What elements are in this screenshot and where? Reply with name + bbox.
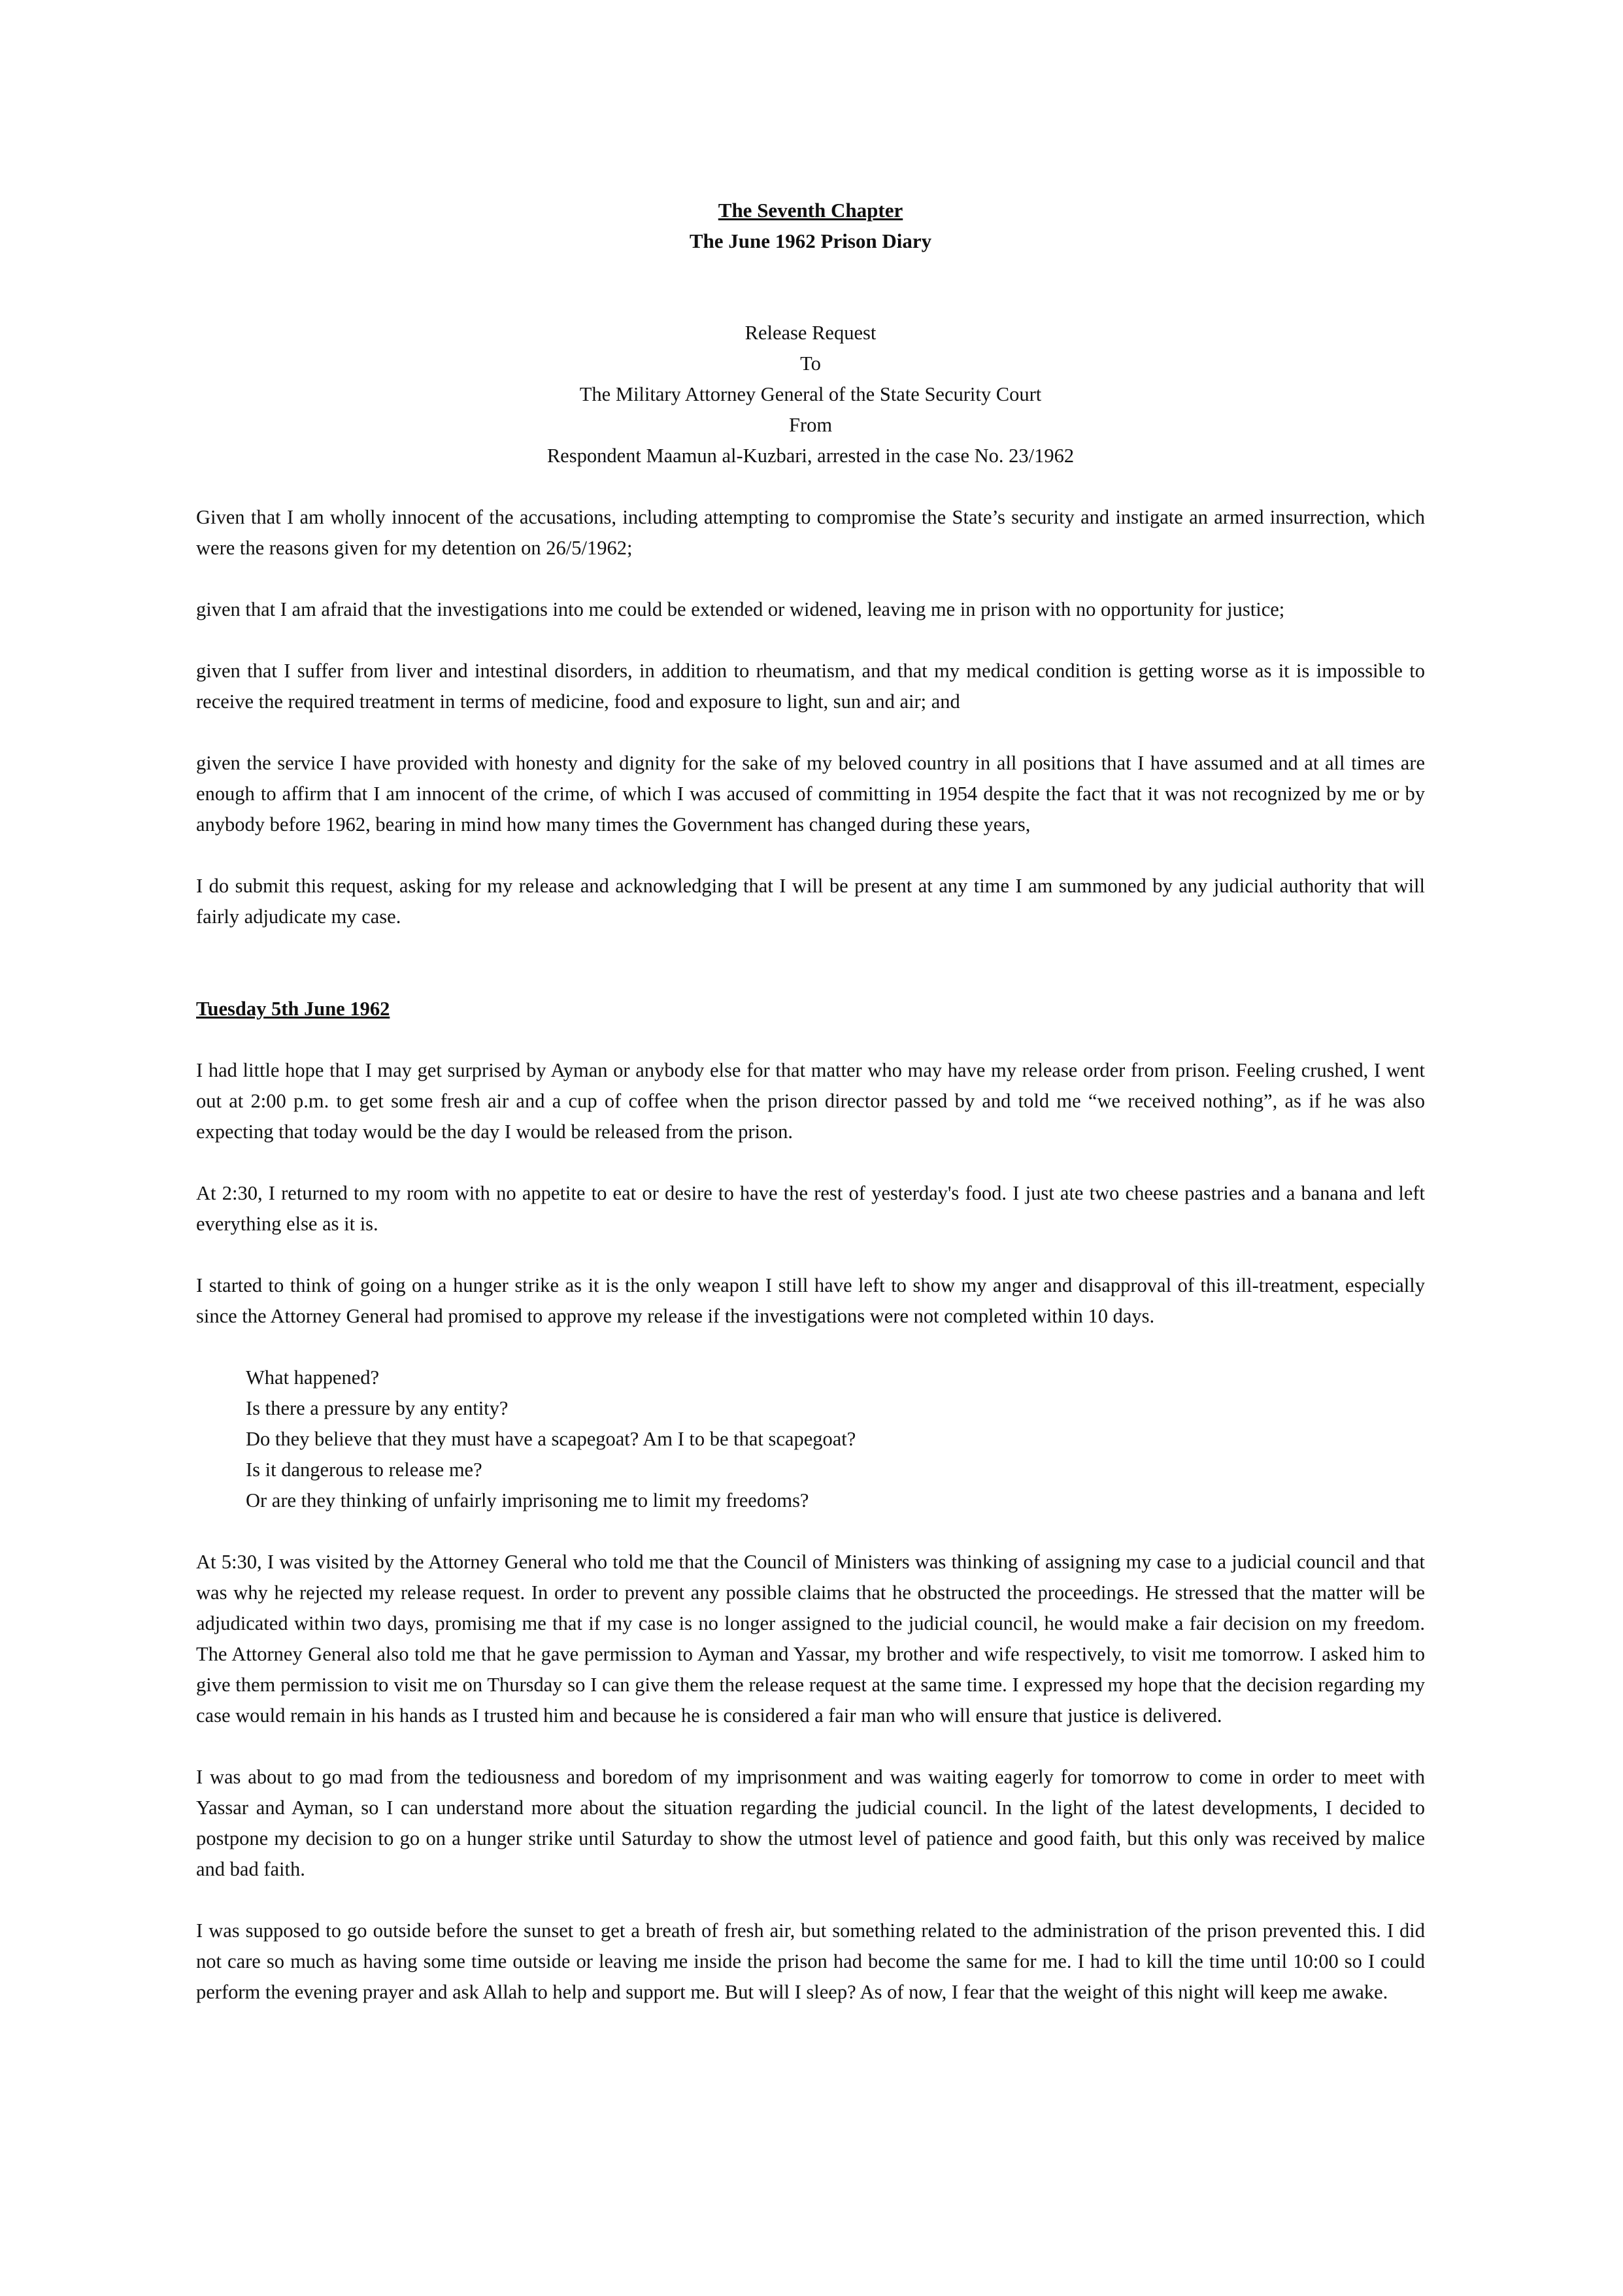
request-title: Release Request (745, 322, 877, 344)
request-sender: Respondent Maamun al-Kuzbari, arrested in the case No. 23/1962 (546, 445, 1075, 467)
question-item: Or are they thinking of unfairly imprisoning me to limit my freedoms? (246, 1489, 809, 1511)
question-item: Is it dangerous to release me? (246, 1459, 482, 1481)
diary-paragraph: At 2:30, I returned to my room with no appetite to eat or desire to have the rest of yesterday's food. I just ate two cheese pastries and a banana and left everything else as it is. (196, 1182, 1425, 1235)
question-list (246, 1362, 1425, 1516)
chapter-title: The Seventh Chapter (718, 199, 903, 222)
question-item: Is there a pressure by any entity? (246, 1397, 509, 1419)
diary-paragraph: I had little hope that I may get surprised by Ayman or anybody else for that matter who may have my release order from prison. Feeling crushed, I went out at 2:00 p.m. to get some fresh air and a cup of coffee when the prison director passed by and told me “we received nothing”, as if he was also expecting that today would be the day I would be released from the prison. (196, 1059, 1425, 1143)
request-recipient: The Military Attorney General of the State Security Court (579, 383, 1042, 405)
request-paragraph: Given that I am wholly innocent of the accusations, including attempting to compromise the State’s security and instigate an armed insurrection, which were the reasons given for my detention on 26/5/1962; (196, 506, 1425, 559)
document-page (196, 195, 1425, 2008)
diary-paragraph: At 5:30, I was visited by the Attorney General who told me that the Council of Ministers was thinking of assigning my case to a judicial council and that was why he rejected my release request. In order to prevent any possible claims that he obstructed the proceedings. He stressed that the matter will be adjudicated within two days, promising me that if my case is no longer assigned to the judicial council, he would make a fair decision on my freedom. The Attorney General also told me that he gave permission to Ayman and Yassar, my brother and wife respectively, to visit me tomorrow. I asked him to give them permission to visit me on Thursday so I can give them the release request at the same time. I expressed my hope that the decision regarding my case would remain in his hands as I trusted him and because he is considered a fair man who will ensure that justice is delivered. (196, 1551, 1425, 1727)
diary-paragraph: I started to think of going on a hunger strike as it is the only weapon I still have left to show my anger and disapproval of this ill-treatment, especially since the Attorney General had promised to approve my release if the investigations were not completed within 10 days. (196, 1274, 1425, 1327)
chapter-subtitle: The June 1962 Prison Diary (689, 229, 932, 252)
request-to: To (800, 352, 821, 375)
question-item: Do they believe that they must have a scapegoat? Am I to be that scapegoat? (246, 1428, 856, 1450)
request-paragraph: given that I am afraid that the investigations into me could be extended or widened, leaving me in prison with no opportunity for justice; (196, 598, 1285, 620)
question-item: What happened? (246, 1366, 380, 1389)
diary-paragraph: I was about to go mad from the tediousness and boredom of my imprisonment and was waiting eagerly for tomorrow to come in order to meet with Yassar and Ayman, so I can understand more about the situation regarding the judicial council. In the light of the latest developments, I decided to postpone my decision to go on a hunger strike until Saturday to show the utmost level of patience and good faith, but this only was received by malice and bad faith. (196, 1766, 1425, 1880)
request-paragraph: given the service I have provided with honesty and dignity for the sake of my beloved country in all positions that I have assumed and at all times are enough to affirm that I am innocent of the crime, of which I was accused of committing in 1954 despite the fact that it was not recognized by me or by anybody before 1962, bearing in mind how many times the Government has changed during these years, (196, 752, 1425, 836)
diary-paragraph: I was supposed to go outside before the sunset to get a breath of fresh air, but something related to the administration of the prison prevented this. I did not care so much as having some time outside or leaving me inside the prison had become the same for me. I had to kill the time until 10:00 so I could perform the evening prayer and ask Allah to help and support me. But will I sleep? As of now, I fear that the weight of this night will keep me awake. (196, 1919, 1425, 2003)
request-paragraph: given that I suffer from liver and intestinal disorders, in addition to rheumatism, and that my medical condition is getting worse as it is impossible to receive the required treatment in terms of medicine, food and exposure to light, sun and air; and (196, 660, 1425, 713)
request-from: From (788, 414, 833, 436)
diary-date-heading: Tuesday 5th June 1962 (196, 998, 390, 1020)
request-paragraph: I do submit this request, asking for my release and acknowledging that I will be present at any time I am summoned by any judicial authority that will fairly adjudicate my case. (196, 875, 1425, 928)
